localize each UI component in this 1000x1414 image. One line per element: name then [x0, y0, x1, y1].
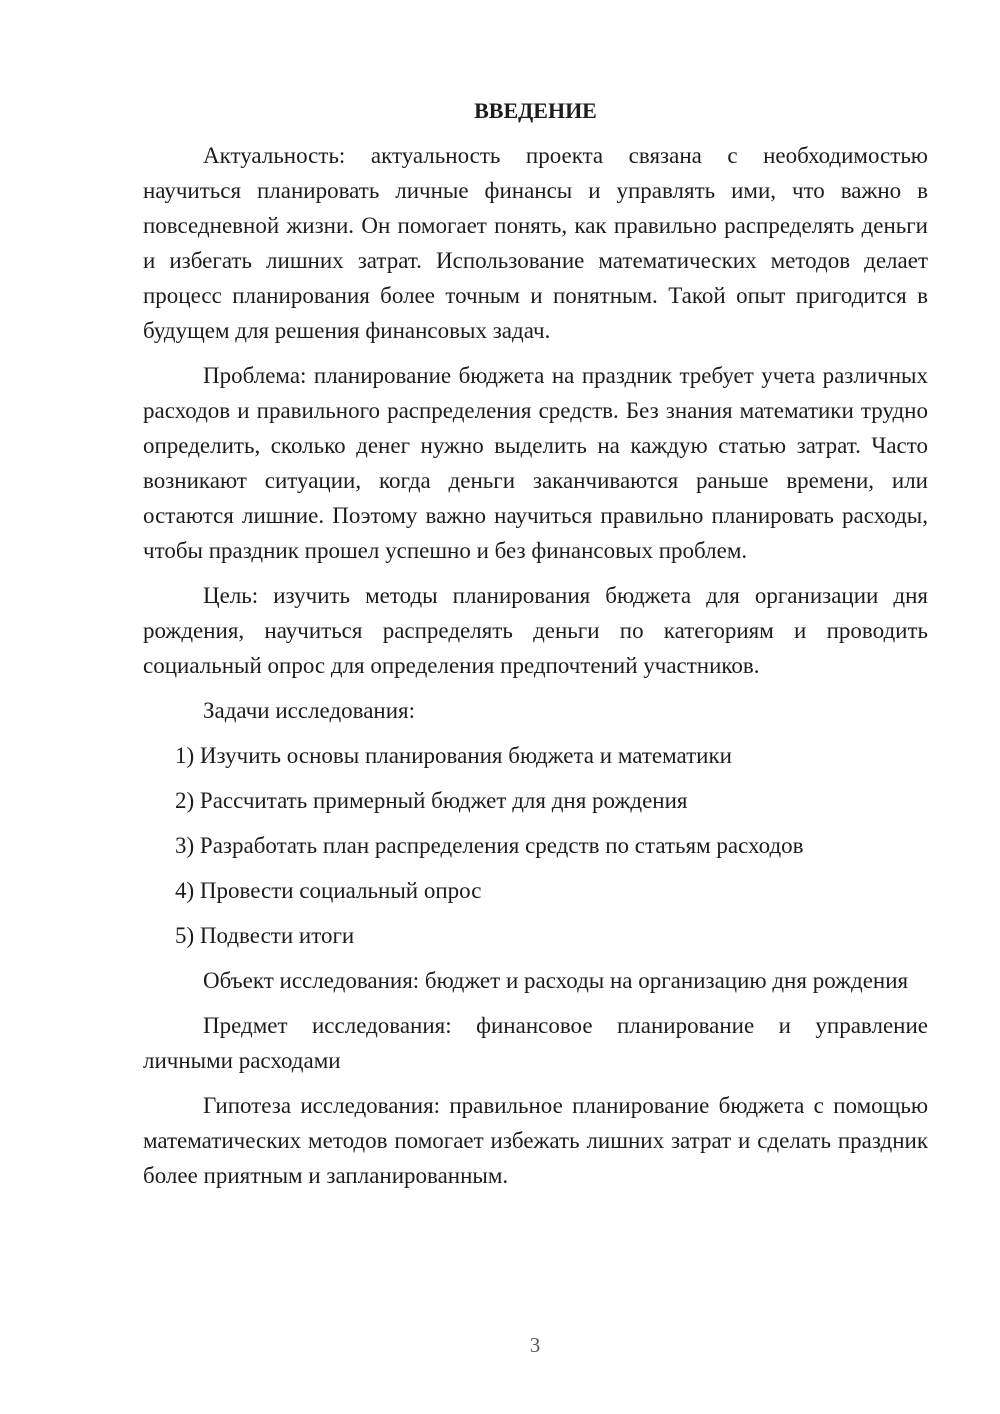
tasks-heading: Задачи исследования: [203, 698, 416, 723]
paragraph-goal: Цель: изучить методы планирования бюджета для организации дня рождения, научиться распределять деньги по категориям и проводить социальный опрос для определения предпочтений участников. [143, 583, 928, 678]
list-item: 1) Изучить основы планирования бюджета и математики [175, 743, 732, 768]
paragraph-problem: Проблема: планирование бюджета на праздник требует учета различных расходов и правильного распределения средств. Без знания математики трудно определить, сколько денег нужно выделить на каждую статью затрат. Часто возникают ситуации, когда деньги заканчиваются раньше времени, или остаются лишние. Поэтому важно научиться правильно планировать расходы, чтобы праздник прошел успешно и без финансовых проблем. [143, 363, 928, 563]
tasks-list [143, 738, 928, 953]
list-item: 4) Провести социальный опрос [175, 878, 482, 903]
paragraph-object: Объект исследования: бюджет и расходы на организацию дня рождения [203, 968, 909, 993]
page-title: ВВЕДЕНИЕ [474, 98, 597, 123]
page-number: 3 [529, 1333, 541, 1357]
paragraph-subject: Предмет исследования: финансовое планирование и управление личными расходами [143, 1013, 928, 1073]
list-item: 5) Подвести итоги [175, 923, 355, 948]
paragraph-relevance: Актуальность: актуальность проекта связана с необходимостью научиться планировать личные финансы и управлять ими, что важно в повседневной жизни. Он помогает понять, как правильно распределять деньги и избегать лишних затрат. Использование математических методов делает процесс планирования более точным и понятным. Такой опыт пригодится в будущем для решения финансовых задач. [143, 143, 928, 343]
document-page [143, 96, 928, 1203]
list-item: 2) Рассчитать примерный бюджет для дня рождения [175, 788, 688, 813]
list-item: 3) Разработать план распределения средств по статьям расходов [175, 833, 804, 858]
paragraph-hypothesis: Гипотеза исследования: правильное планирование бюджета с помощью математических методов помогает избежать лишних затрат и сделать праздник более приятным и запланированным. [143, 1093, 928, 1188]
